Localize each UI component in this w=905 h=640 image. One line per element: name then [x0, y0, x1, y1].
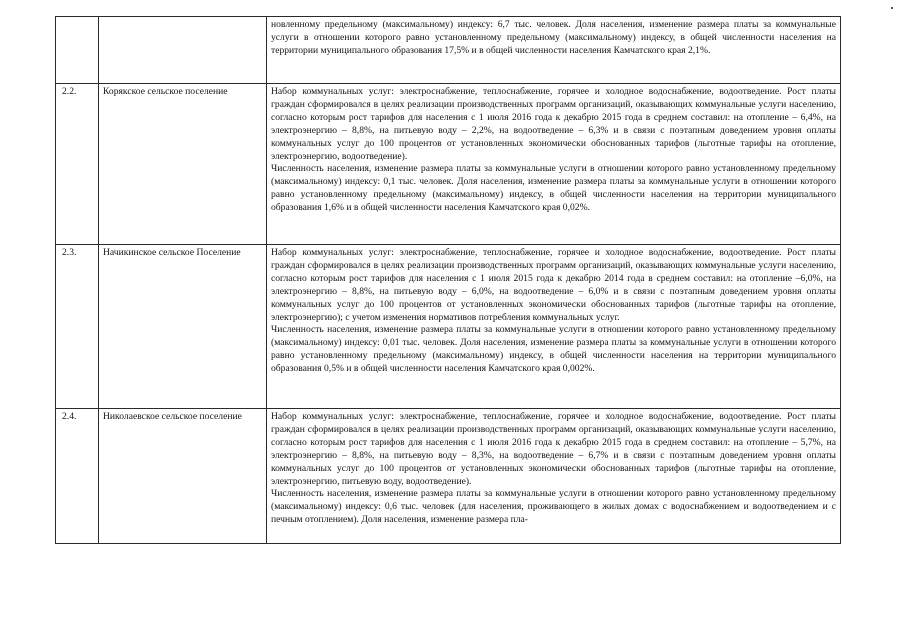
settlement-name-cell: Николаевское сельское поселение	[99, 409, 267, 544]
utilities-paragraph: Набор коммунальных услуг: электроснабжение, теплоснабжение, горячее и холодное водоснабжение, водоотведение. Рост платы граждан сформировался в целях реализации производственных программ организаций, оказывающих коммунальные услуги населению, согласно которым рост тарифов для населения с 1 июля 2016 года к декабрю 2015 года в среднем составил: на отопление – 6,4%, на электроэнергию – 8,8%, на питьевую воду – 2,2%, на водоотведение – 6,3% и в связи с поэтапным доведением уровня оплаты коммунальных услуг до 100 процентов от установленных экономически обоснованных тарифов (льготные тарифы на отопление, электроэнергию, водоотведение).	[271, 86, 836, 162]
table-row-nachikinskoe	[56, 245, 841, 409]
settlement-name-cell	[99, 17, 267, 84]
population-paragraph: Численность населения, изменение размера платы за коммунальные услуги в отношении которого равно установленному предельному (максимальному) индексу: 0,6 тыс. человек (для населения, проживающего в жилых домах с водоснабжением и водоотведением и с печным отоплением). Доля населения, изменение размера пла-	[271, 488, 836, 526]
settlement-name-cell: Корякское сельское поселение	[99, 84, 267, 245]
utilities-paragraph: Набор коммунальных услуг: электроснабжение, теплоснабжение, горячее и холодное водоснабжение, водоотведение. Рост платы граждан сформировался в целях реализации производственных программ организаций, оказывающих коммунальные услуги населению, согласно которым рост тарифов для населения с 1 июля 2015 года к декабрю 2014 года в среднем составил: на отопление –6,0%, на электроэнергию – 8,8%, на питьевую воду – 6,0%, на водоотведение – 6,0% и в связи с поэтапным доведением уровня оплаты коммунальных услуг до 100 процентов от установленных экономически обоснованных тарифов (льготные тарифы на отопление, электроэнергию); с учетом изменения нормативов потребления коммунальных услуг.	[271, 247, 836, 323]
municipal-utilities-table	[55, 16, 841, 544]
utilities-paragraph: Набор коммунальных услуг: электроснабжение, теплоснабжение, горячее и холодное водоснабжение, водоотведение. Рост платы граждан сформировался в целях реализации производственных программ организаций, оказывающих коммунальные услуги населению, согласно которым рост тарифов для населения с 1 июля 2016 года к декабрю 2015 года в среднем составил: на отопление – 5,7%, на электроэнергию – 8,8%, на питьевую воду – 8,3%, на водоотведение – 6,7% и в связи с поэтапным доведением уровня оплаты коммунальных услуг до 100 процентов от установленных экономически обоснованных тарифов (льготные тарифы на отопление, электроэнергию, питьевую воду, водоотведение).	[271, 411, 836, 487]
row-number-cell: 2.4.	[56, 409, 99, 544]
population-paragraph: Численность населения, изменение размера платы за коммунальные услуги в отношении которого равно установленному предельному (максимальному) индексу: 0,1 тыс. человек. Доля населения, изменение размера платы за коммунальные услуги в отношении которого равно установленному предельному (максимальному) индексу, в общей численности населения на территории муниципального образования 1,6% и в общей численности населения Камчатского края 0,02%.	[271, 163, 836, 214]
row-number-cell: 2.2.	[56, 84, 99, 245]
row-number-cell	[56, 17, 99, 84]
description-cell	[267, 409, 841, 544]
settlement-name-cell: Начикинское сельское Поселение	[99, 245, 267, 409]
description-cell	[267, 84, 841, 245]
row-number-cell: 2.3.	[56, 245, 99, 409]
population-paragraph: Численность населения, изменение размера платы за коммунальные услуги в отношении которого равно установленному предельному (максимальному) индексу: 0,01 тыс. человек. Доля населения, изменение размера платы за коммунальные услуги в отношении которого равно установленному предельному (максимальному) индексу, в общей численности населения на территории муниципального образования 0,5% и в общей численности населения Камчатского края 0,002%.	[271, 324, 836, 375]
table-row-nikolaevskoe	[56, 409, 841, 544]
scan-speck	[891, 7, 893, 9]
table-row-koryakskoe	[56, 84, 841, 245]
description-clip	[271, 411, 836, 527]
table-row-continued	[56, 17, 841, 84]
population-paragraph: новленному предельному (максимальному) индексу: 6,7 тыс. человек. Доля населения, изменение размера платы за коммунальные услуги в отношении которого равно установленному предельному (максимальному) индексу, в общей численности населения на территории муниципального образования 17,5% и в общей численности населения Камчатского края 2,1%.	[271, 19, 836, 56]
description-cell	[267, 245, 841, 409]
description-cell	[267, 17, 841, 84]
